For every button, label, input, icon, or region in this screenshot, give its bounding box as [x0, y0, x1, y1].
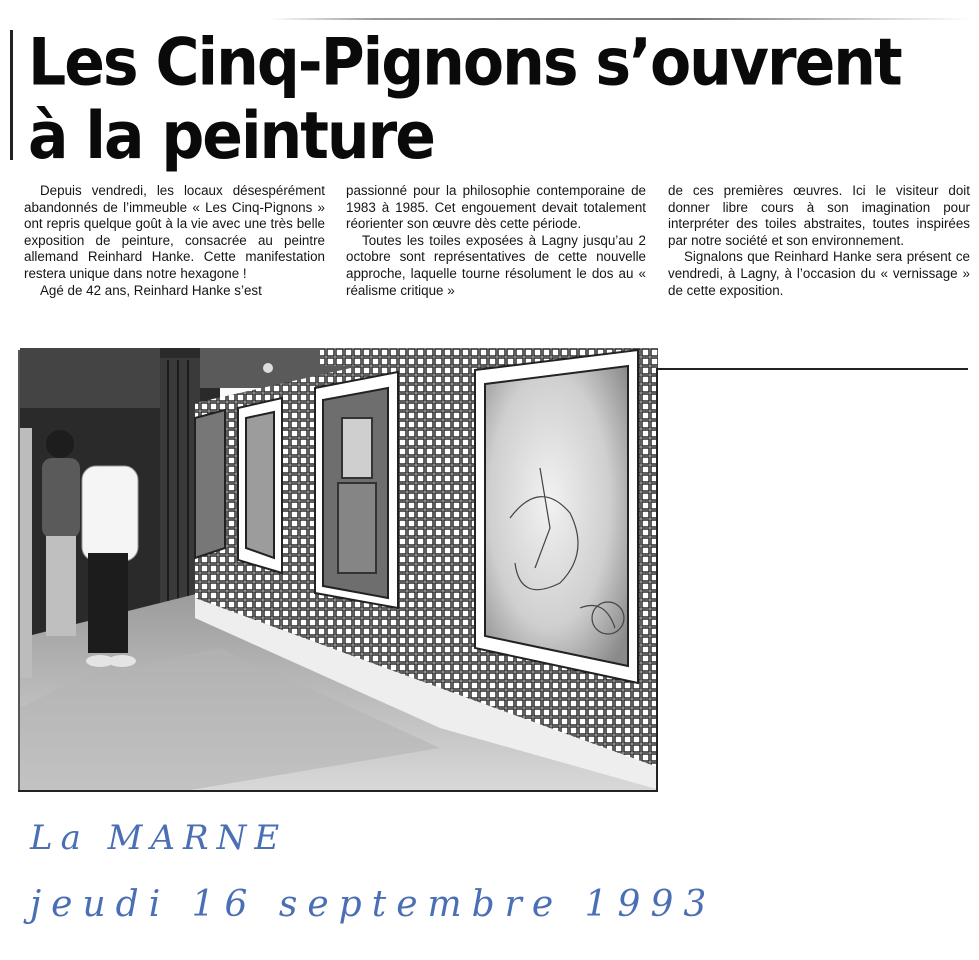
article-column-2: [346, 183, 646, 299]
article-column-3: [668, 183, 970, 299]
clipping-edge-vertical: [656, 368, 658, 792]
handwritten-date: jeudi 16 septembre 1993: [30, 884, 717, 925]
headline: [28, 26, 968, 173]
headline-line-2: à la peinture: [28, 98, 434, 174]
headline-line-1: Les Cinq-Pignons s’ouvrent: [28, 24, 901, 101]
left-rule: [10, 30, 13, 160]
clipping-edge-right: [656, 368, 968, 370]
exhibition-photo-drawing: [20, 348, 658, 790]
paragraph: de ces premières œuvres. Ici le visiteur doit donner libre cours à son imagination pour interpréter des toiles abstraites, toutes inspirées par notre société et son environnement.: [668, 183, 970, 248]
paragraph: passionné pour la philosophie contemporaine de 1983 à 1985. Cet engouement devait totalement réorienter son œuvre dès cette période.: [346, 183, 646, 232]
handwritten-source: La MARNE: [30, 818, 288, 858]
paragraph: Depuis vendredi, les locaux désespérément abandonnés de l’immeuble « Les Cinq-Pignons » ont repris quelque goût à la vie avec une très belle exposition de peinture, consacrée au peintre allemand Reinhard Hanke. Cette manifestation restera unique dans notre hexagone !: [24, 183, 325, 281]
top-edge-line: [270, 18, 970, 20]
paragraph: Signalons que Reinhard Hanke sera présent ce vendredi, à Lagny, à l’occasion du « vernissage » de cette exposition.: [668, 249, 970, 298]
paragraph: Toutes les toiles exposées à Lagny jusqu’au 2 octobre sont représentatives de cette nouvelle approche, laquelle tourne résolument le dos au « réalisme critique »: [346, 232, 646, 298]
clipping-edge-bottom: [18, 790, 658, 792]
article-column-1: [24, 183, 325, 299]
paragraph: Agé de 42 ans, Reinhard Hanke s’est: [40, 282, 262, 298]
exhibition-photo: [20, 348, 658, 790]
